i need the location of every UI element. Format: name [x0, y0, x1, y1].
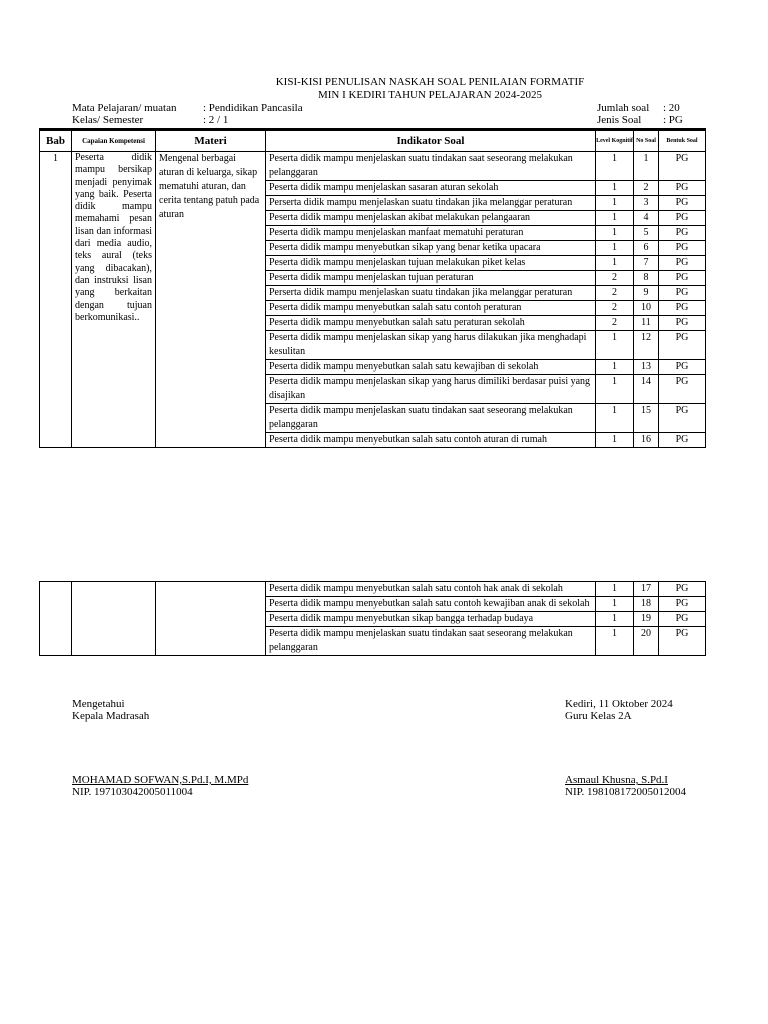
indikator-cell: Peserta didik mampu menjelaskan suatu tindakan saat seseorang melakukan pelanggaran [266, 404, 596, 433]
indikator-cell: Peserta didik mampu menjelaskan suatu tindakan saat seseorang melakukan pelanggaran [266, 627, 596, 656]
header-level: Level Kognitif [596, 130, 634, 152]
no-soal-cell: 11 [634, 316, 659, 331]
indikator-cell: Peserta didik mampu menyebutkan sikap yang benar ketika upacara [266, 241, 596, 256]
bentuk-cell: PG [659, 211, 706, 226]
indikator-cell: Peserta didik mampu menyebutkan salah satu contoh hak anak di sekolah [266, 582, 596, 597]
sig-left-line2: Kepala Madrasah [72, 710, 150, 722]
level-cell: 1 [596, 241, 634, 256]
mapel-label: Mata Pelajaran/ muatan [72, 102, 177, 114]
no-soal-cell: 8 [634, 271, 659, 286]
bentuk-cell: PG [659, 597, 706, 612]
capaian-cell [72, 582, 156, 656]
sig-right-nip: NIP. 198108172005012004 [565, 786, 687, 798]
level-cell: 2 [596, 316, 634, 331]
indikator-cell: Peserta didik mampu menjelaskan tujuan melakukan piket kelas [266, 256, 596, 271]
sig-right-line2: Guru Kelas 2A [565, 710, 632, 722]
indikator-cell: Peserta didik mampu menjelaskan tujuan peraturan [266, 271, 596, 286]
level-cell: 1 [596, 433, 634, 448]
no-soal-cell: 6 [634, 241, 659, 256]
kisi-table-continued [39, 581, 706, 656]
level-cell: 1 [596, 331, 634, 360]
no-soal-cell: 3 [634, 196, 659, 211]
no-soal-cell: 20 [634, 627, 659, 656]
bentuk-cell: PG [659, 152, 706, 181]
indikator-cell: Peserta didik mampu menjelaskan sikap yang harus dilakukan jika menghadapi kesulitan [266, 331, 596, 360]
no-soal-cell: 7 [634, 256, 659, 271]
no-soal-cell: 16 [634, 433, 659, 448]
no-soal-cell: 18 [634, 597, 659, 612]
bab-cell: 1 [40, 152, 72, 448]
no-soal-cell: 19 [634, 612, 659, 627]
indikator-cell: Peserta didik mampu menjelaskan suatu tindakan saat seseorang melakukan pelanggaran [266, 152, 596, 181]
materi-cell: Mengenal berbagai aturan di keluarga, sikap mematuhi aturan, dan cerita tentang patuh pada aturan [156, 152, 266, 448]
doc-title-line2: MIN I KEDIRI TAHUN PELAJARAN 2024-2025 [317, 89, 543, 101]
kisi-table [39, 128, 706, 448]
indikator-cell: Peserta didik mampu menyebutkan salah satu contoh peraturan [266, 301, 596, 316]
header-no: No Soal [634, 130, 659, 152]
level-cell: 1 [596, 597, 634, 612]
sig-left-line1: Mengetahui [72, 698, 125, 710]
jenis-label: Jenis Soal [597, 114, 642, 126]
indikator-cell: Peserta didik mampu menjelaskan sasaran aturan sekolah [266, 181, 596, 196]
bentuk-cell: PG [659, 286, 706, 301]
table-row [40, 152, 706, 181]
bentuk-cell: PG [659, 360, 706, 375]
no-soal-cell: 10 [634, 301, 659, 316]
indikator-cell: Peserta didik mampu menyebutkan sikap bangga terhadap budaya [266, 612, 596, 627]
bentuk-cell: PG [659, 612, 706, 627]
bentuk-cell: PG [659, 404, 706, 433]
indikator-cell: Peserta didik mampu menyebutkan salah satu contoh kewajiban anak di sekolah [266, 597, 596, 612]
sig-left-nip: NIP. 197103042005011004 [72, 786, 193, 798]
table-row [40, 582, 706, 597]
no-soal-cell: 5 [634, 226, 659, 241]
bentuk-cell: PG [659, 226, 706, 241]
no-soal-cell: 9 [634, 286, 659, 301]
bentuk-cell: PG [659, 316, 706, 331]
doc-title-line1: KISI-KISI PENULISAN NASKAH SOAL PENILAIAN FORMATIF [275, 76, 585, 88]
indikator-cell: Perserta didik mampu menjelaskan suatu tindakan jika melanggar peraturan [266, 196, 596, 211]
indikator-cell: Peserta didik mampu menyebutkan salah satu contoh aturan di rumah [266, 433, 596, 448]
bentuk-cell: PG [659, 582, 706, 597]
header-indikator: Indikator Soal [266, 130, 596, 152]
bentuk-cell: PG [659, 196, 706, 211]
sig-left-name: MOHAMAD SOFWAN,S.Pd.I, M.MPd [72, 774, 249, 786]
jumlah-value: : 20 [663, 102, 680, 114]
bentuk-cell: PG [659, 256, 706, 271]
indikator-cell: Perserta didik mampu menjelaskan suatu tindakan jika melanggar peraturan [266, 286, 596, 301]
indikator-cell: Peserta didik mampu menjelaskan manfaat mematuhi peraturan [266, 226, 596, 241]
materi-cell [156, 582, 266, 656]
no-soal-cell: 15 [634, 404, 659, 433]
sig-right-line1: Kediri, 11 Oktober 2024 [565, 698, 673, 710]
level-cell: 2 [596, 286, 634, 301]
jumlah-label: Jumlah soal [597, 102, 650, 114]
header-bentuk: Bentuk Soal [659, 130, 706, 152]
level-cell: 1 [596, 226, 634, 241]
bentuk-cell: PG [659, 241, 706, 256]
level-cell: 1 [596, 256, 634, 271]
bentuk-cell: PG [659, 331, 706, 360]
header-materi: Materi [156, 130, 266, 152]
no-soal-cell: 14 [634, 375, 659, 404]
level-cell: 1 [596, 211, 634, 226]
indikator-cell: Peserta didik mampu menyebutkan salah satu peraturan sekolah [266, 316, 596, 331]
bentuk-cell: PG [659, 301, 706, 316]
level-cell: 1 [596, 582, 634, 597]
level-cell: 1 [596, 196, 634, 211]
bentuk-cell: PG [659, 271, 706, 286]
bentuk-cell: PG [659, 627, 706, 656]
no-soal-cell: 4 [634, 211, 659, 226]
level-cell: 1 [596, 612, 634, 627]
level-cell: 1 [596, 627, 634, 656]
level-cell: 2 [596, 301, 634, 316]
jenis-value: : PG [663, 114, 683, 126]
level-cell: 2 [596, 271, 634, 286]
header-bab: Bab [40, 130, 72, 152]
no-soal-cell: 2 [634, 181, 659, 196]
header-capaian: Capaian Kompetensi [72, 130, 156, 152]
no-soal-cell: 1 [634, 152, 659, 181]
bentuk-cell: PG [659, 181, 706, 196]
level-cell: 1 [596, 360, 634, 375]
bentuk-cell: PG [659, 375, 706, 404]
no-soal-cell: 13 [634, 360, 659, 375]
mapel-value: : Pendidikan Pancasila [203, 102, 303, 114]
indikator-cell: Peserta didik mampu menjelaskan sikap yang harus dimiliki berdasar puisi yang disajikan [266, 375, 596, 404]
kelas-label: Kelas/ Semester [72, 114, 144, 126]
no-soal-cell: 12 [634, 331, 659, 360]
bab-cell [40, 582, 72, 656]
indikator-cell: Peserta didik mampu menyebutkan salah satu kewajiban di sekolah [266, 360, 596, 375]
no-soal-cell: 17 [634, 582, 659, 597]
capaian-cell: Peserta didik mampu bersikap menjadi penyimak yang baik. Peserta didik mampu memahami pesan lisan dan informasi dari media audio, teks aural (teks yang dibacakan), dan instruksi lisan yang berkaitan dengan tujuan berkomunikasi.. [72, 152, 156, 448]
sig-right-name: Asmaul Khusna, S.Pd.I [565, 774, 668, 786]
level-cell: 1 [596, 152, 634, 181]
level-cell: 1 [596, 404, 634, 433]
level-cell: 1 [596, 375, 634, 404]
indikator-cell: Peserta didik mampu menjelaskan akibat melakukan pelangaaran [266, 211, 596, 226]
bentuk-cell: PG [659, 433, 706, 448]
kelas-value: : 2 / 1 [203, 114, 229, 126]
level-cell: 1 [596, 181, 634, 196]
